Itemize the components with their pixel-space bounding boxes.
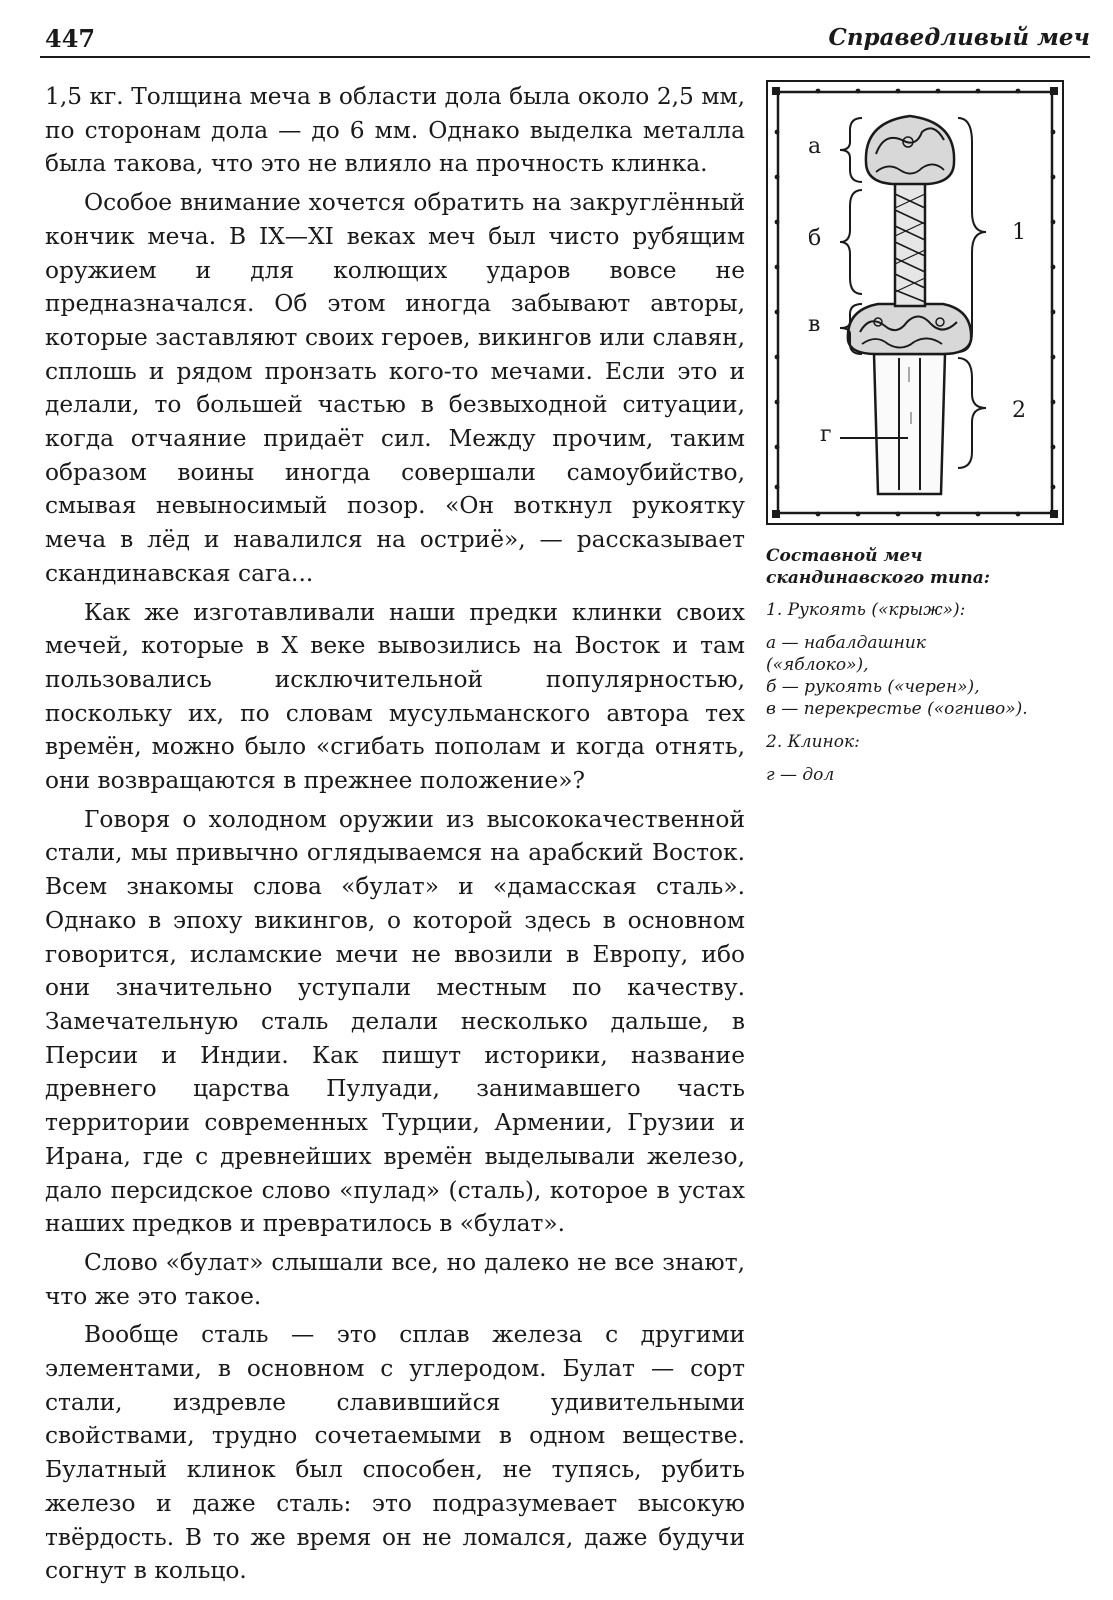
- label-a: а: [808, 134, 822, 159]
- label-b: б: [808, 226, 822, 251]
- page-header: [40, 24, 1090, 58]
- caption-item: в — перекрестье («огниво»).: [766, 699, 1028, 719]
- grip: [895, 182, 925, 306]
- braces-right: [958, 118, 986, 468]
- crossguard: [848, 304, 971, 354]
- label-2: 2: [1012, 398, 1026, 423]
- paragraph-3: Как же изготавливали наши предки клинки своих мечей, которые в X веке вывозились на Восток и там пользовались исключительной популярностью, поскольку их, по словам мусульманского автора тех времён, можно было «сгибать пополам и когда отнять, они возвращаются в прежнее положение»?: [45, 598, 745, 795]
- body-text: [45, 80, 745, 1593]
- sword-figure: [766, 80, 1064, 525]
- caption-item: 1. Рукоять («крыж»):: [766, 600, 966, 620]
- label-v: в: [808, 312, 821, 337]
- caption-item: а — набалдашник: [766, 633, 926, 653]
- caption-item: г — дол: [766, 765, 835, 785]
- pommel: [866, 116, 954, 184]
- paragraph-4: Говоря о холодном оружии из высококачественной стали, мы привычно оглядываемся на арабский Восток. Всем знакомы слова «булат» и «дамасская сталь». Однако в эпоху викингов, о которой здесь в основном говорится, исламские мечи не ввозили в Европу, ибо они значительно уступали местным по качеству. Замечательную сталь делали несколько дальше, в Персии и Индии. Как пишут историки, название древнего царства Пулуади, занимавшего часть территории современных Турции, Армении, Грузии и Ирана, где с древнейших времён выделывали железо, дало персидское слово «пулад» (сталь), которое в устах наших предков и превратилось в «булат».: [45, 805, 745, 1238]
- label-1: 1: [1012, 220, 1026, 245]
- blade: [874, 354, 945, 494]
- running-title: Справедливый меч: [828, 24, 1090, 51]
- caption-item: б — рукоять («черен»),: [766, 677, 980, 697]
- paragraph-5: Слово «булат» слышали все, но далеко не все знают, что же это такое.: [45, 1248, 745, 1310]
- figure-caption: [766, 545, 1086, 786]
- paragraph-6: Вообще сталь — это сплав железа с другими элементами, в основном с углеродом. Булат — сорт стали, издревле славившийся удивительными свойствами, трудно сочетаемыми в одном веществе. Булатный клинок был способен, не тупясь, рубить железо и даже сталь: это подразумевает высокую твёрдость. В то же время он не ломался, даже будучи согнут в кольцо.: [45, 1321, 745, 1585]
- page-number: 447: [45, 24, 96, 53]
- paragraph-1: 1,5 кг. Толщина меча в области дола была около 2,5 мм, по сторонам дола — до 6 мм. Однако выделка металла была такова, что это не влияло на прочность клинка.: [45, 83, 745, 178]
- paragraph-2: Особое внимание хочется обратить на закруглённый кончик меча. В IX—XI веках меч был чисто рубящим оружием и для колющих ударов вовсе не предназначался. Об этом иногда забывают авторы, которые заставляют своих героев, викингов или славян, сплошь и рядом пронзать кого-то мечами. Если это и делали, то большей частью в безвыходной ситуации, когда отчаяние придаёт сил. Между прочим, таким образом воины иногда совершали самоубийство, смывая невыносимый позор. «Он воткнул рукоятку меча в лёд и навалился на остриё», — рассказывает скандинавская сага...: [45, 189, 745, 587]
- label-g: г: [820, 422, 832, 447]
- caption-item: («яблоко»),: [766, 655, 869, 675]
- caption-title: Составной меч скандинавского типа:: [766, 546, 991, 588]
- caption-item: 2. Клинок:: [766, 732, 860, 752]
